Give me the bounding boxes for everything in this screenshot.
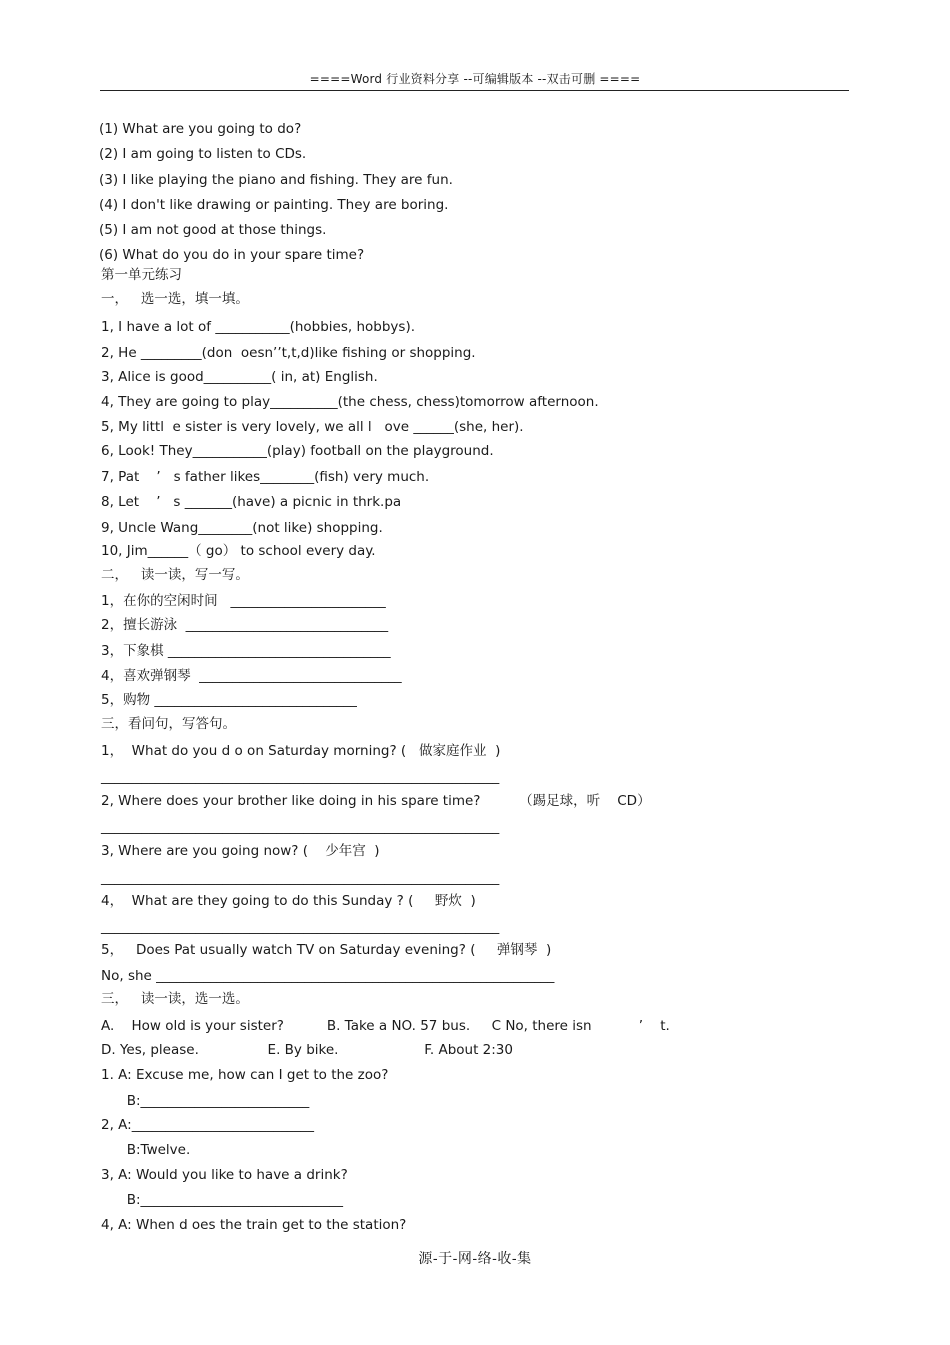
question-item: 2, Where does your brother like doing in his spare time? （踢足球，听 CD） (101, 793, 651, 809)
translation-item: 2，擅长游泳 ______________________________ (101, 617, 389, 633)
unit-title: 第一单元练习 (101, 267, 182, 283)
section-heading: 三， 读一读，选一选。 (101, 991, 249, 1007)
intro-line: (1) What are you going to do? (99, 121, 302, 137)
exercise-item: 5, My littl e sister is very lovely, we all l ove ______(she, her). (101, 419, 524, 435)
dialog-line: 4, A: When d oes the train get to the station? (101, 1217, 407, 1233)
exercise-item: 9, Uncle Wang________(not like) shopping. (101, 520, 383, 536)
answer-line: ___________________________________________________________ (101, 919, 500, 935)
exercise-item: 8, Let ’ s _______(have) a picnic in thrk.pa (101, 494, 402, 510)
translation-item: 4，喜欢弹钢琴 ______________________________ (101, 668, 402, 684)
exercise-item: 1, I have a lot of ___________(hobbies, hobbys). (101, 319, 416, 335)
exercise-item: 7, Pat ’ s father likes________(fish) very much. (101, 469, 430, 485)
translation-item: 1，在你的空闲时间 _______________________ (101, 593, 386, 609)
question-item: 4， What are they going to do this Sunday ? ( 野炊 ) (101, 893, 476, 909)
intro-line: (6) What do you do in your spare time? (99, 247, 365, 263)
header-divider (100, 90, 849, 91)
exercise-item: 2, He _________(don oesn’’t,t,d)like fishing or shopping. (101, 345, 476, 361)
dialog-line: 2, A:___________________________ (101, 1117, 314, 1133)
question-item: 3, Where are you going now? ( 少年宫 ) (101, 843, 380, 859)
translation-item: 3，下象棋 _________________________________ (101, 643, 391, 659)
exercise-item: 10, Jim______（ go） to school every day. (101, 543, 376, 559)
question-item: 5， Does Pat usually watch TV on Saturday evening? ( 弹钢琴 ) (101, 942, 552, 958)
options-row: A. How old is your sister? B. Take a NO. 57 bus. C No, there isn ’ t. (101, 1018, 670, 1034)
dialog-line: B:Twelve. (101, 1142, 191, 1158)
section-heading: 三，看问句，写答句。 (101, 716, 236, 732)
exercise-item: 4, They are going to play__________(the chess, chess)tomorrow afternoon. (101, 394, 599, 410)
section-heading: 二， 读一读，写一写。 (101, 567, 249, 583)
dialog-line: 1. A: Excuse me, how can I get to the zoo? (101, 1067, 389, 1083)
page-footer: 源-于-网-络-收-集 (418, 1251, 532, 1267)
translation-item: 5，购物 ______________________________ (101, 692, 357, 708)
section-heading: 一， 选一选，填一填。 (101, 291, 249, 307)
dialog-line: 3, A: Would you like to have a drink? (101, 1167, 348, 1183)
answer-line: No, she ___________________________________________________________ (101, 968, 555, 984)
intro-line: (3) I like playing the piano and fishing. They are fun. (99, 172, 453, 188)
intro-line: (5) I am not good at those things. (99, 222, 327, 238)
exercise-item: 3, Alice is good__________( in, at) English. (101, 369, 378, 385)
dialog-line: B:______________________________ (101, 1192, 344, 1208)
exercise-item: 6, Look! They___________(play) football on the playground. (101, 443, 494, 459)
page-header: ====Word 行业资料分享 --可编辑版本 --双击可删 ==== (309, 72, 641, 86)
intro-line: (2) I am going to listen to CDs. (99, 146, 307, 162)
answer-line: ___________________________________________________________ (101, 819, 500, 835)
intro-line: (4) I don't like drawing or painting. They are boring. (99, 197, 449, 213)
answer-line: ___________________________________________________________ (101, 769, 500, 785)
options-row: D. Yes, please. E. By bike. F. About 2:30 (101, 1042, 513, 1058)
dialog-line: B:_________________________ (101, 1093, 310, 1109)
question-item: 1， What do you d o on Saturday morning? ( 做家庭作业 ) (101, 743, 501, 759)
answer-line: ___________________________________________________________ (101, 870, 500, 886)
